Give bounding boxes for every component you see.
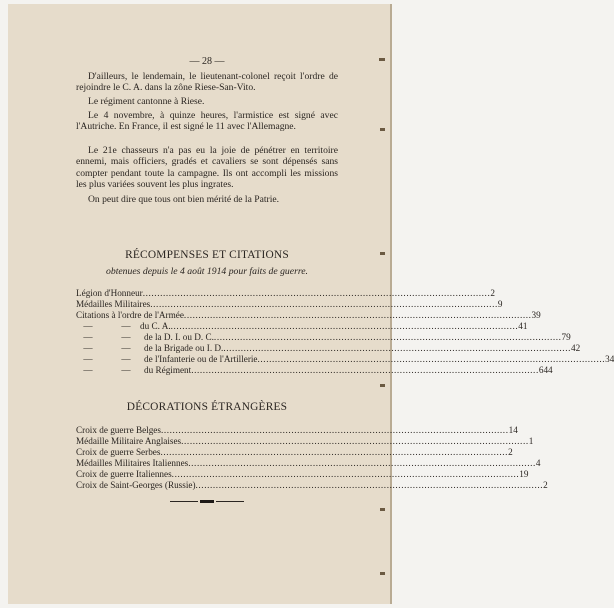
dot-leader: ........................................................................................................................ — [160, 425, 509, 435]
dot-leader: ........................................................................................................................ — [150, 299, 498, 309]
list-item — [76, 288, 495, 299]
page-number: — 28 — — [189, 56, 225, 67]
item-label: — — de la D. I. ou D. C. — [76, 332, 214, 343]
list-item — [76, 458, 541, 469]
recompenses-subtitle: obtenues depuis le 4 août 1914 pour faits de guerre. — [106, 266, 308, 277]
binding-hole — [380, 128, 385, 131]
list-item — [76, 447, 513, 458]
item-value: 42 — [570, 343, 581, 353]
list-item — [76, 469, 529, 480]
ditto-dash: — — [83, 332, 93, 342]
item-value: 644 — [538, 365, 553, 375]
list-item — [76, 299, 503, 310]
list-item — [76, 321, 528, 332]
item-value: 34 — [605, 354, 614, 364]
list-item — [76, 480, 548, 491]
ornament-rule-right — [216, 501, 244, 502]
list-item — [76, 436, 534, 447]
item-label: Croix de guerre Italiennes — [76, 469, 172, 479]
paragraph-armistice: Le 4 novembre, à quinze heures, l'armistice est signé avec l'Autriche. En France, il est signé le 11 avec l'Allemagne. — [76, 110, 338, 133]
dot-leader: ........................................................................................................................ — [257, 354, 606, 364]
end-ornament — [170, 500, 244, 504]
ornament-rule-left — [170, 501, 198, 502]
dot-leader: ........................................................................................................................ — [160, 447, 509, 457]
item-label: Médailles Militaires Italiennes — [76, 458, 189, 468]
item-value: 41 — [518, 321, 528, 331]
list-item — [76, 310, 541, 321]
paragraph-patrie: On peut dire que tous ont bien mérité de la Patrie. — [88, 194, 280, 205]
item-value: 1 — [528, 436, 534, 446]
item-value: 19 — [519, 469, 529, 479]
item-label: Médailles Militaires — [76, 299, 151, 309]
item-label: — — du C. A. — [76, 321, 171, 332]
binding-hole — [379, 58, 385, 61]
paragraph-lendemain: D'ailleurs, le lendemain, le lieutenant-colonel reçoit l'ordre de rejoindre le C. A. dans la zône Riese-San-Vito. — [76, 71, 338, 94]
binding-hole — [380, 508, 385, 511]
ditto-dash: — — [121, 332, 131, 342]
ditto-dash: — — [83, 365, 93, 375]
ditto-dash: — — [83, 321, 93, 331]
ditto-dash: — — [83, 354, 93, 364]
dot-leader: ........................................................................................................................ — [142, 288, 491, 298]
item-value: 14 — [508, 425, 518, 435]
item-label: Médaille Militaire Anglaises — [76, 436, 182, 446]
paragraph-riese: Le régiment cantonne à Riese. — [88, 96, 205, 107]
dot-leader: ........................................................................................................................ — [183, 310, 532, 320]
list-item — [76, 425, 518, 436]
item-value: 2 — [543, 480, 548, 490]
ditto-dash: — — [83, 343, 93, 353]
item-value: 39 — [531, 310, 541, 320]
dot-leader: ........................................................................................................................ — [223, 343, 571, 353]
ditto-dash: — — [121, 354, 131, 364]
item-label: Légion d'Honneur — [76, 288, 143, 298]
ditto-dash: — — [121, 343, 131, 353]
list-item — [76, 354, 614, 365]
binding-hole — [380, 252, 385, 255]
recompenses-heading: RÉCOMPENSES ET CITATIONS — [125, 249, 289, 261]
binding-hole — [380, 384, 385, 387]
item-value: 2 — [490, 288, 495, 298]
dot-leader: ........................................................................................................................ — [171, 469, 520, 479]
list-item — [76, 332, 571, 343]
ornament-center — [200, 500, 214, 503]
item-label: Citations à l'ordre de l'Armée — [76, 310, 184, 320]
dot-leader: ........................................................................................................................ — [188, 458, 536, 468]
item-label: Croix de guerre Serbes — [76, 447, 161, 457]
ditto-dash: — — [121, 321, 131, 331]
item-value: 4 — [535, 458, 541, 468]
item-value: 9 — [497, 299, 503, 309]
item-label: — — du Régiment — [76, 365, 191, 376]
dot-leader: ........................................................................................................................ — [191, 365, 539, 375]
item-label: — — de l'Infanterie ou de l'Artillerie — [76, 354, 258, 365]
list-item — [76, 365, 553, 376]
paragraph-chasseurs: Le 21e chasseurs n'a pas eu la joie de pénétrer en territoire ennemi, mais officiers, gradés et cavaliers se sont dépensés sans compter pendant toute la campagne. Ils ont accompli les missions les plus variées souvent les plus ingrates. — [76, 145, 338, 190]
dot-leader: ........................................................................................................................ — [195, 480, 544, 490]
dot-leader: ........................................................................................................................ — [213, 332, 562, 342]
list-item — [76, 343, 581, 354]
item-value: 79 — [561, 332, 571, 342]
item-label: — — de la Brigade ou I. D. — [76, 343, 223, 354]
binding-hole — [380, 572, 385, 575]
item-label: Croix de Saint-Georges (Russie) — [76, 480, 196, 490]
dot-leader: ........................................................................................................................ — [170, 321, 519, 331]
ditto-dash: — — [121, 365, 131, 375]
dot-leader: ........................................................................................................................ — [181, 436, 529, 446]
item-label: Croix de guerre Belges — [76, 425, 161, 435]
decorations-heading: DÉCORATIONS ÉTRANGÈRES — [126, 401, 288, 413]
item-value: 2 — [508, 447, 513, 457]
